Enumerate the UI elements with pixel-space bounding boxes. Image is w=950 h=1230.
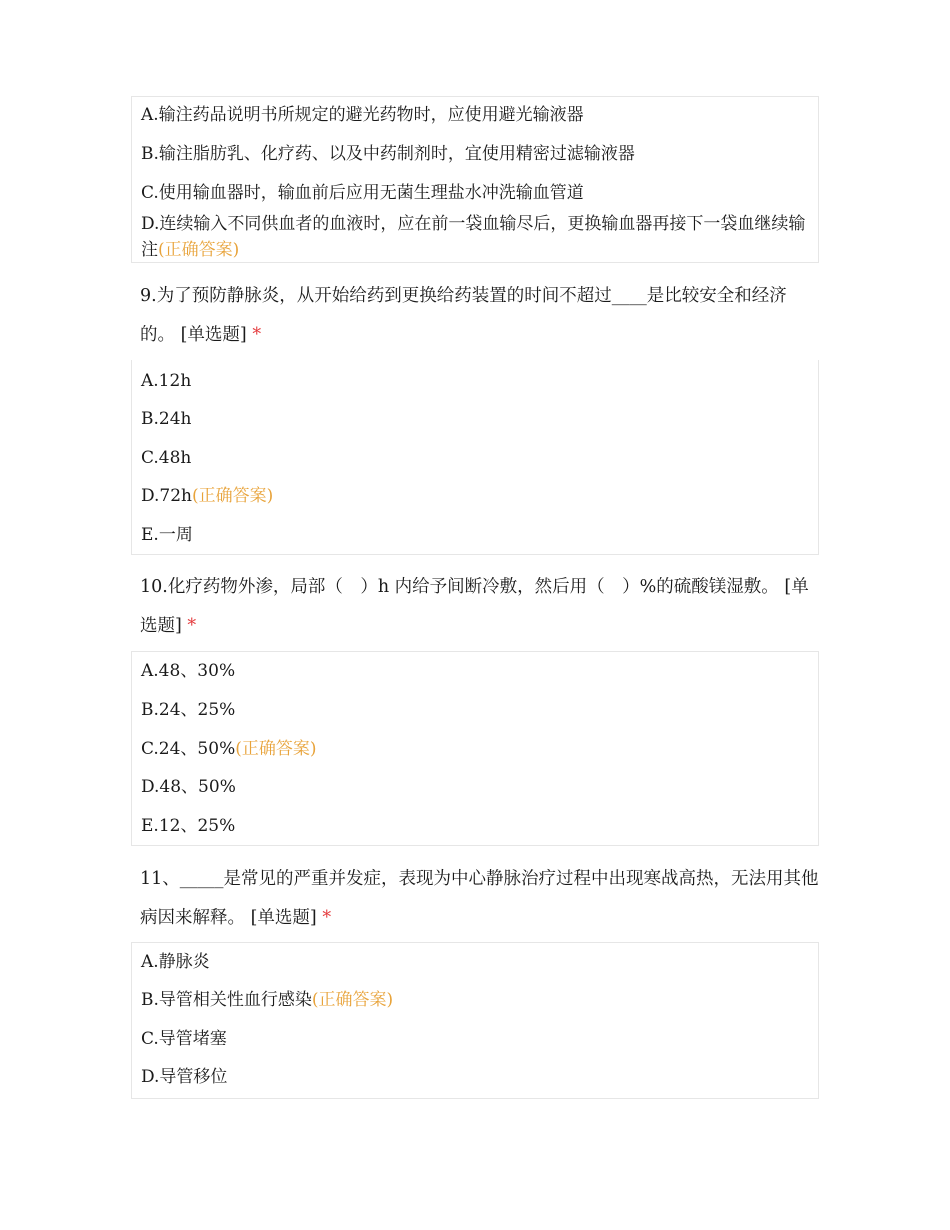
required-mark: *	[252, 325, 262, 345]
option-q11-a[interactable]: A.静脉炎	[141, 952, 210, 972]
option-q10-e[interactable]: E.12、25%	[141, 816, 236, 836]
question-10: 10.化疗药物外渗，局部（ ）h 内给予间断冷敷，然后用（ ）%的硫酸镁湿敷。 [单选题] *	[140, 577, 809, 636]
option-q8-c[interactable]: C.使用输血器时，输血前后应用无菌生理盐水冲洗输血管道	[141, 183, 584, 203]
question-type: [单选题]	[140, 577, 809, 636]
question-11: 11、_____是常见的严重并发症，表现为中心静脉治疗过程中出现寒战高热，无法用其他病因来解释。 [单选题] *	[140, 869, 819, 928]
option-q9-b[interactable]: B.24h	[141, 409, 192, 429]
option-q10-a[interactable]: A.48、30%	[141, 661, 236, 681]
correct-answer-tag: (正确答案)	[158, 240, 240, 260]
option-q10-b[interactable]: B.24、25%	[141, 700, 236, 720]
option-q8-d[interactable]: D.连续输入不同供血者的血液时，应在前一袋血输尽后，更换输血器再接下一袋血继续输注(正确答案)	[141, 214, 806, 260]
q10-options	[131, 651, 819, 846]
option-q11-d[interactable]: D.导管移位	[141, 1067, 228, 1087]
option-q8-a[interactable]: A.输注药品说明书所规定的避光药物时，应使用避光输液器	[141, 105, 584, 125]
option-q9-c[interactable]: C.48h	[141, 448, 192, 468]
option-q9-e[interactable]: E.一周	[141, 525, 193, 545]
q9-options	[131, 360, 819, 555]
required-mark: *	[187, 616, 197, 636]
correct-answer-tag: (正确答案)	[235, 739, 317, 759]
option-q9-d[interactable]: D.72h(正确答案)	[141, 486, 274, 506]
required-mark: *	[322, 908, 332, 928]
question-9: 9.为了预防静脉炎，从开始给药到更换给药装置的时间不超过____是比较安全和经济的。 [单选题] *	[140, 286, 787, 345]
option-q11-c[interactable]: C.导管堵塞	[141, 1029, 227, 1049]
option-q11-b[interactable]: B.导管相关性血行感染(正确答案)	[141, 990, 394, 1010]
option-q10-d[interactable]: D.48、50%	[141, 777, 236, 797]
option-q9-a[interactable]: A.12h	[141, 371, 192, 391]
q11-options	[131, 942, 819, 1099]
correct-answer-tag: (正确答案)	[192, 486, 274, 506]
question-type: [单选题]	[250, 908, 317, 928]
option-q10-c[interactable]: C.24、50%(正确答案)	[141, 739, 317, 759]
q8-options	[131, 96, 819, 263]
correct-answer-tag: (正确答案)	[311, 990, 394, 1010]
option-q8-b[interactable]: B.输注脂肪乳、化疗药、以及中药制剂时，宜使用精密过滤输液器	[141, 144, 635, 164]
question-type: [单选题]	[180, 325, 247, 345]
